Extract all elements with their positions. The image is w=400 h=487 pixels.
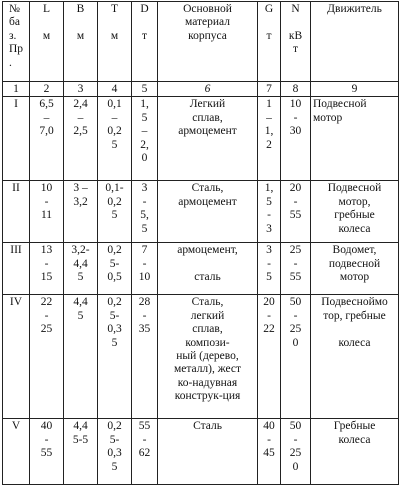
cell-T: 0,2 5- 0,3 5 xyxy=(98,419,132,485)
boat-classes-table xyxy=(2,1,399,485)
index-B: 3 xyxy=(64,82,98,97)
cell-G: 20 - 22 xyxy=(258,295,281,419)
cell-material: Легкий сплав, армоцемент xyxy=(158,97,258,181)
cell-L: 10 - 11 xyxy=(30,181,64,243)
table-row xyxy=(3,97,399,181)
index-N: 8 xyxy=(281,82,311,97)
cell-T: 0,2 5- 0,5 xyxy=(98,243,132,295)
cell-L: 6,5 – 7,0 xyxy=(30,97,64,181)
header-B: B м xyxy=(64,2,98,82)
cell-G: 1 – 1, 2 xyxy=(258,97,281,181)
header-G: G т xyxy=(258,2,281,82)
cell-N: 20 - 55 xyxy=(281,181,311,243)
index-L: 2 xyxy=(30,82,64,97)
cell-engine: Подвесноймо тор, гребные колеса xyxy=(311,295,399,419)
cell-B: 4,4 5 xyxy=(64,295,98,419)
index-engine: 9 xyxy=(311,82,399,97)
header-engine: Движитель xyxy=(311,2,399,82)
index-G: 7 xyxy=(258,82,281,97)
cell-material: Сталь, легкий сплав, компози- ный (дерево, металл), жест ко-надувная конструк-ция xyxy=(158,295,258,419)
cell-engine: Подвесной мотор, гребные колеса xyxy=(311,181,399,243)
header-num: № ба з. Пр . xyxy=(3,2,30,82)
cell-material: Сталь xyxy=(158,419,258,485)
table-row xyxy=(3,181,399,243)
cell-B: 3,2- 4,4 5 xyxy=(64,243,98,295)
cell-G: 40 - 45 xyxy=(258,419,281,485)
index-num: 1 xyxy=(3,82,30,97)
cell-num: II xyxy=(3,181,30,243)
cell-N: 50 - 25 0 xyxy=(281,295,311,419)
cell-N: 25 - 55 xyxy=(281,243,311,295)
cell-T: 0,1 – 0,2 5 xyxy=(98,97,132,181)
index-T: 4 xyxy=(98,82,132,97)
header-T: T м xyxy=(98,2,132,82)
cell-B: 4,4 5-5 xyxy=(64,419,98,485)
cell-engine: Водомет, подвесной мотор xyxy=(311,243,399,295)
table-row xyxy=(3,419,399,485)
index-row xyxy=(3,82,399,97)
cell-material: Сталь, армоцемент xyxy=(158,181,258,243)
cell-G: 1, 5 - 3 xyxy=(258,181,281,243)
cell-D: 55 - 62 xyxy=(132,419,158,485)
table-row xyxy=(3,243,399,295)
header-L: L м xyxy=(30,2,64,82)
cell-engine: Подвесной мотор xyxy=(311,97,399,181)
cell-num: V xyxy=(3,419,30,485)
cell-D: 3 - 5, 5 xyxy=(132,181,158,243)
header-N: N кВ т xyxy=(281,2,311,82)
cell-B: 3 – 3,2 xyxy=(64,181,98,243)
cell-num: I xyxy=(3,97,30,181)
header-row xyxy=(3,2,399,82)
index-material: 6 xyxy=(158,82,258,97)
cell-T: 0,2 5- 0,3 5 xyxy=(98,295,132,419)
cell-L: 13 - 15 xyxy=(30,243,64,295)
cell-material: армоцемент, сталь xyxy=(158,243,258,295)
table-row xyxy=(3,295,399,419)
cell-B: 2,4 – 2,5 xyxy=(64,97,98,181)
cell-D: 1, 5 – 2, 0 xyxy=(132,97,158,181)
cell-N: 50 - 25 0 xyxy=(281,419,311,485)
cell-num: III xyxy=(3,243,30,295)
cell-engine: Гребные колеса xyxy=(311,419,399,485)
cell-D: 7 - 10 xyxy=(132,243,158,295)
header-material: Основной материал корпуса xyxy=(158,2,258,82)
cell-D: 28 - 35 xyxy=(132,295,158,419)
cell-G: 3 - 5 xyxy=(258,243,281,295)
cell-L: 22 - 25 xyxy=(30,295,64,419)
cell-num: IV xyxy=(3,295,30,419)
cell-L: 40 - 55 xyxy=(30,419,64,485)
header-D: D т xyxy=(132,2,158,82)
cell-T: 0,1- 0,2 5 xyxy=(98,181,132,243)
index-D: 5 xyxy=(132,82,158,97)
cell-N: 10 - 30 xyxy=(281,97,311,181)
